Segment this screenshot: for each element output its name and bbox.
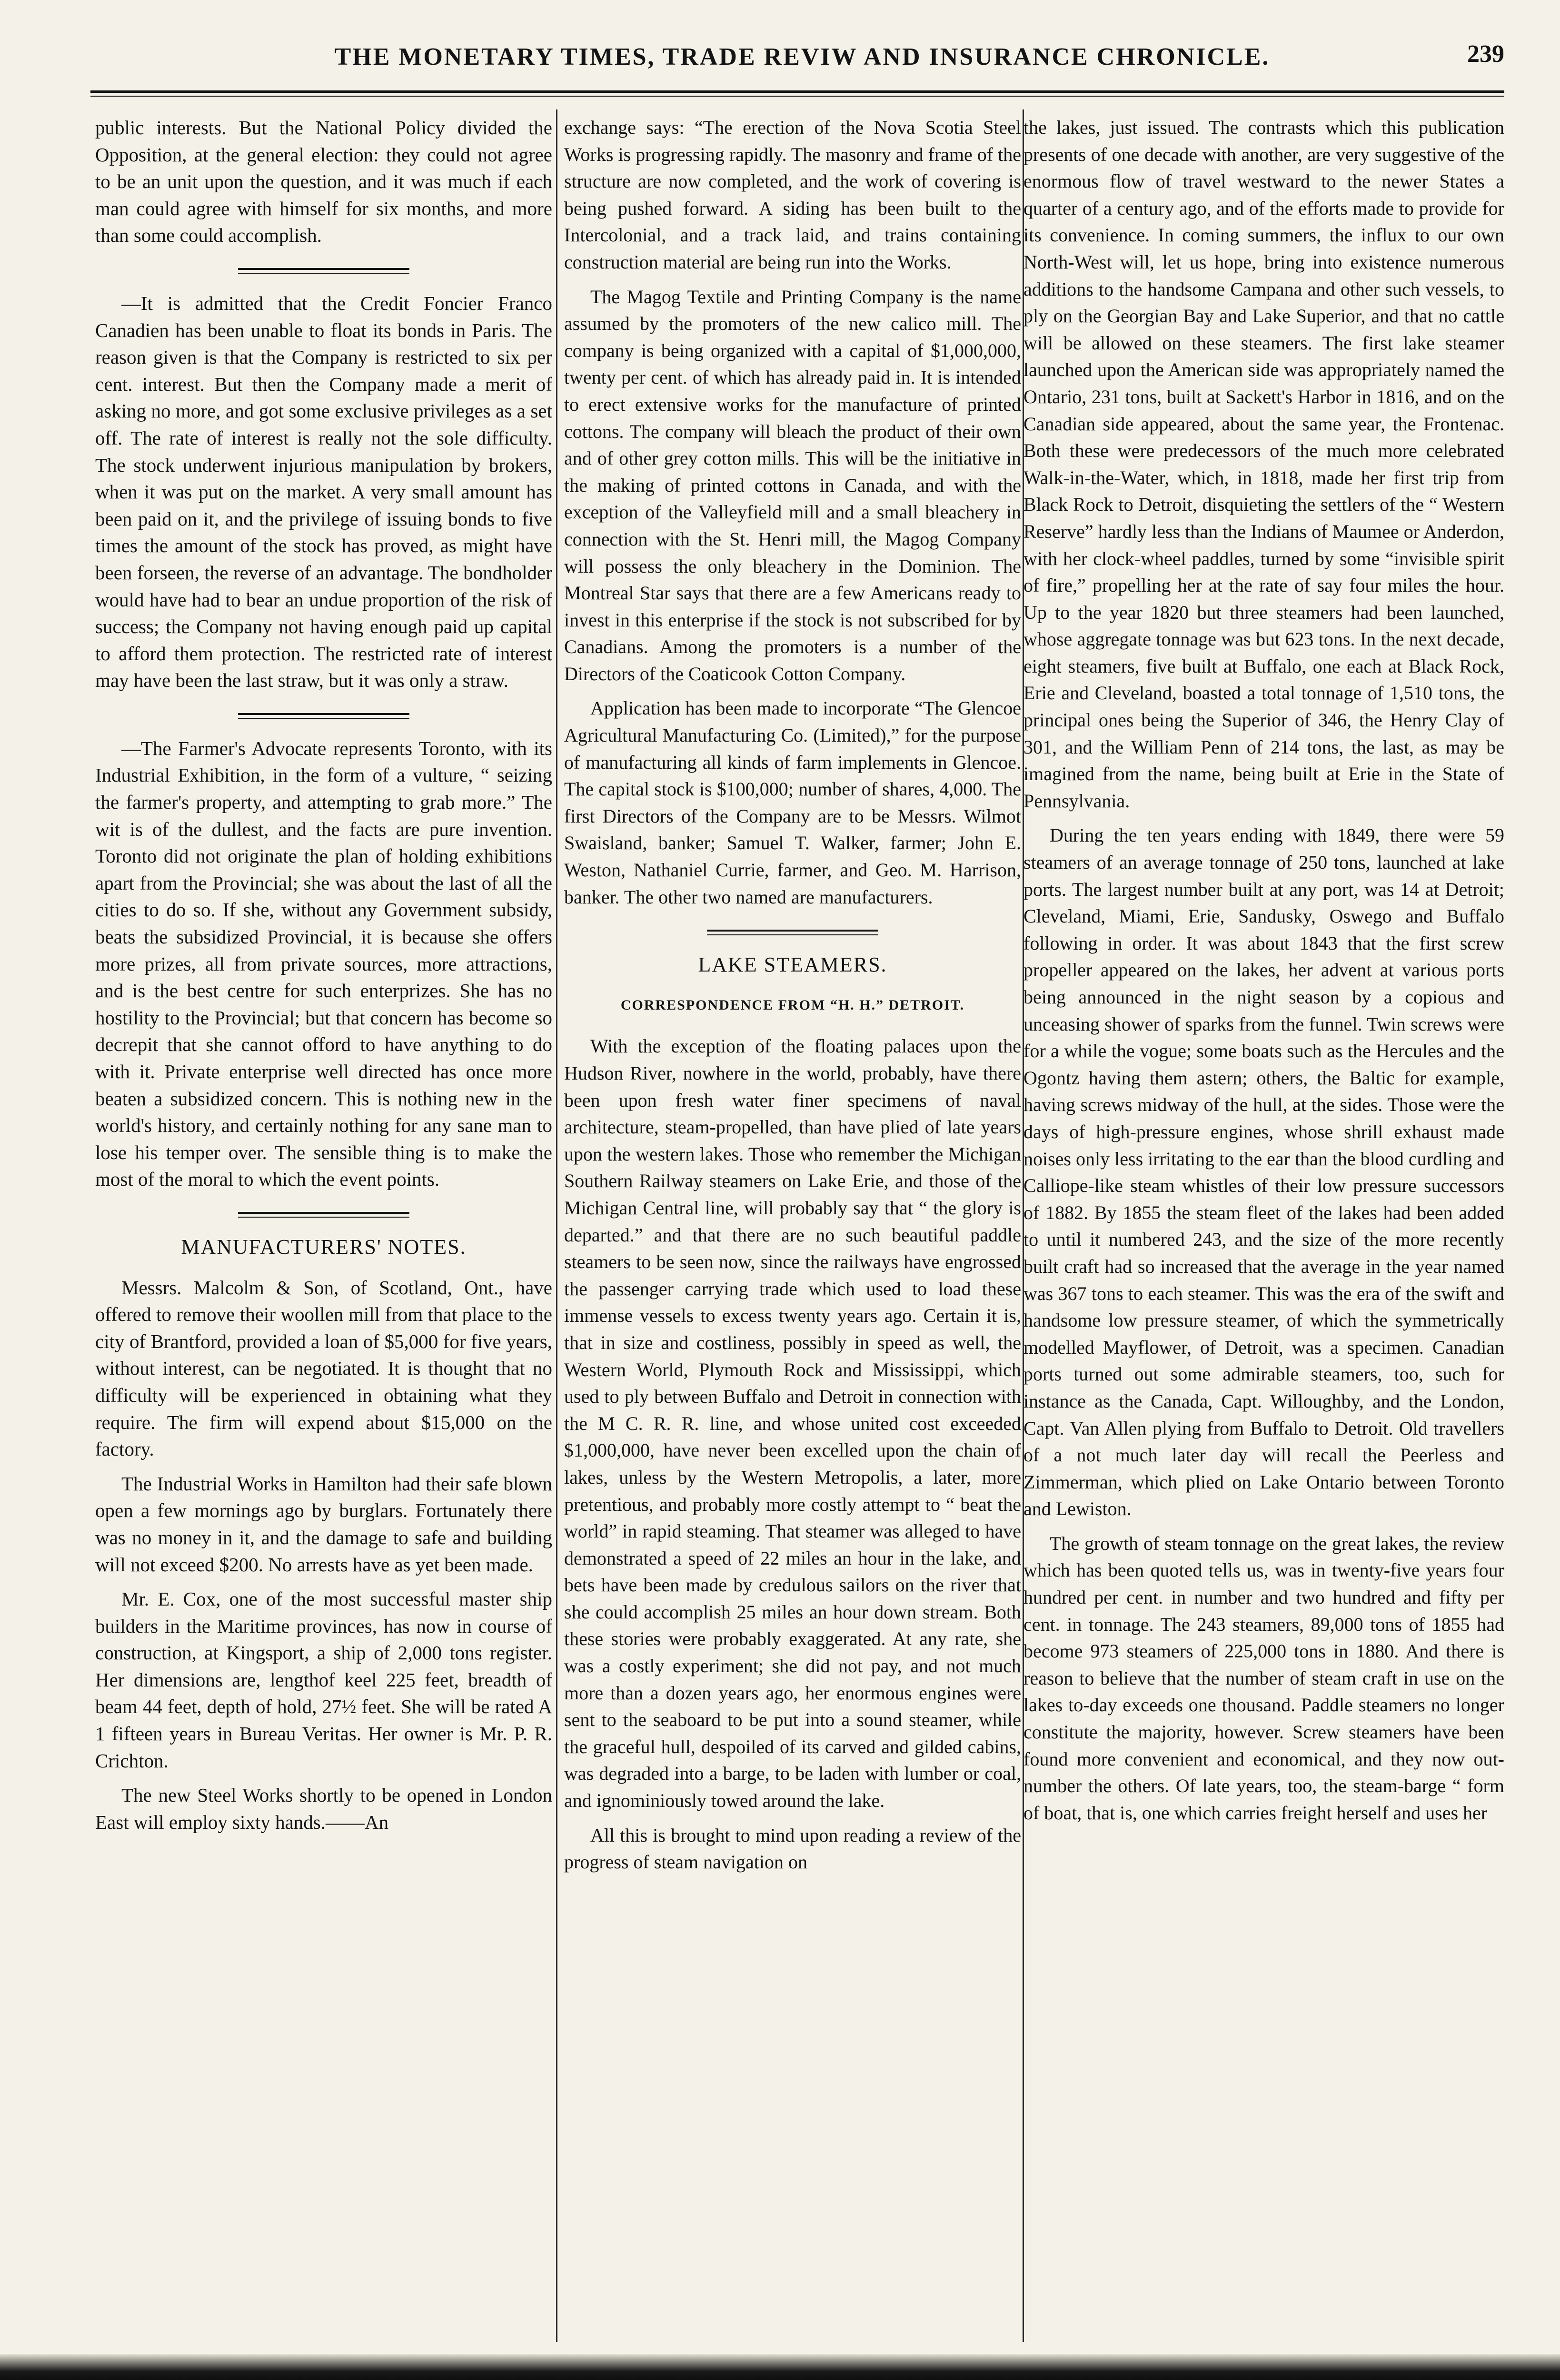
column-divider (556, 109, 557, 2342)
paragraph: Application has been made to incorporate “The Glencoe Agricultural Manufacturing Co. (Limited),” for the purpose of manufacturing all kinds of farm implements in Glencoe. The capital stock is $100,000; number of shares, 4,000. The first Directors of the Company are to be Messrs. Wilmot Swaisland, banker; Samuel T. Walker, farmer; John E. Weston, Nathaniel Currie, farmer, and Geo. M. Harrison, banker. The other two named are manufacturers. (564, 697, 1021, 908)
page-header (90, 33, 1514, 86)
paragraph: The new Steel Works shortly to be opened in London East will employ sixty hands.——An (95, 1784, 552, 1833)
paragraph: The growth of steam tonnage on the great lakes, the review which has been quoted tells us, was in twenty-five years four hundred per cent. in number and two hundred and fifty per cent. in tonnage. The 243 steamers, 89,000 tons of 1855 had become 973 steamers of 225,000 tons in 1880. And there is reason to believe that the number of steam craft in use on the lakes to-day exceeds one thousand. Paddle steamers no longer constitute the majority, however. Screw steamers have been found more convenient and economical, and they now out-number the others. Of late years, too, the steam-barge “ form of boat, that is, one which carries freight herself and uses her (1023, 1532, 1504, 1824)
left-column (95, 114, 552, 2342)
paragraph: All this is brought to mind upon reading a review of the progress of steam navigation on (564, 1824, 1021, 1873)
right-column (1023, 114, 1504, 2342)
paragraph: —The Farmer's Advocate represents Toronto, with its Industrial Exhibition, in the form of a vulture, “ seizing the farmer's property, and attempting to grab more.” The wit is of the dullest, and the facts are pure invention. Toronto did not originate the plan of holding exhibitions apart from the Provincial; she was about the last of all the cities to do so. If she, without any Government subsidy, beats the subsidized Provincial, it is because she offers more prizes, all from private sources, more attractions, and is the best centre for such enterprizes. She has no hostility to the Provincial; but that concern has become so decrepit that she cannot offord to have anything to do with it. Private enterprise well directed has once more beaten a subsidized concern. This is nothing new in the world's history, and certainly nothing for any sane man to lose his temper over. The sensible thing is to make the most of the moral to which the event points. (95, 737, 552, 1190)
section-heading: MANUFACTURERS' NOTES. (181, 1235, 467, 1259)
page-number: 239 (1467, 40, 1504, 68)
separator-rule (238, 268, 409, 274)
header-rule (90, 90, 1504, 97)
paragraph: With the exception of the floating palaces upon the Hudson River, nowhere in the world, probably, have there been upon fresh water finer specimens of naval architecture, steam-propelled, than have plied of late years upon the western lakes. Those who remember the Michigan Southern Railway steamers on Lake Erie, and those of the Michigan Central line, will probably say that “ the glory is departed.” and that there are no such beautiful paddle steamers to be seen now, since the railways have engrossed the passenger carrying trade which used to load these immense vessels to excess twenty years ago. Certain it is, that in size and costliness, possibly in speed as well, the Western World, Plymouth Rock and Mississippi, which used to ply between Buffalo and Detroit in connection with the M C. R. R. line, and whose united cost exceeded $1,000,000, have never been excelled upon the chain of lakes, unless by the Western Metropolis, a later, more pretentious, and probably more costly attempt to “ beat the world” in rapid steaming. That steamer was alleged to have demonstrated a speed of 22 miles an hour in the lake, and bets have been made by credulous sailors on the river that she could accomplish 25 miles an hour down stream. Both these stories were probably exaggerated. At any rate, she was a costly experiment; she did not pay, and not much more than a dozen years ago, her enormous engines were sent to the seaboard to be put into a sound steamer, while the graceful hull, despoiled of its carved and gilded cabins, was degraded into a barge, to be laden with lumber or coal, and ignominiously towed around the lake. (564, 1035, 1021, 1812)
byline: CORRESPONDENCE FROM “H. H.” DETROIT. (620, 997, 965, 1013)
separator-rule (238, 713, 409, 719)
paragraph: Mr. E. Cox, one of the most successful master ship builders in the Maritime provinces, has now in course of construction, at Kingsport, a ship of 2,000 tons register. Her dimensions are, lengthof keel 225 feet, breadth of beam 44 feet, depth of hold, 27½ feet. She will be rated A 1 fifteen years in Bureau Veritas. Her owner is Mr. P. R. Crichton. (95, 1588, 552, 1772)
paragraph: exchange says: “The erection of the Nova Scotia Steel Works is progressing rapidly. The masonry and frame of the structure are now completed, and the work of covering is being pushed forward. A siding has been built to the Intercolonial, and a track laid, and trains containing construction material are being run into the Works. (564, 117, 1021, 273)
paragraph: The Magog Textile and Printing Company is the name assumed by the promoters of the new calico mill. The company is being organized with a capital of $1,000,000, twenty per cent. of which has already paid in. It is intended to erect extensive works for the manufacture of printed cottons. The company will bleach the product of their own and of other grey cotton mills. This will be the initiative in the making of printed cottons in Canada, and with the exception of the Valleyfield mill and a small bleachery in connection with the St. Henri mill, the Magog Company will possess the only bleachery in the Dominion. The Montreal Star says that there are a few Americans ready to invest in this enterprise if the stock is not subscribed for by Canadians. Among the promoters is a number of the Directors of the Coaticook Cotton Company. (564, 286, 1021, 684)
publication-title: THE MONETARY TIMES, TRADE REVIW AND INSURANCE CHRONICLE. (334, 43, 1270, 70)
middle-column (564, 114, 1021, 2342)
paragraph: the lakes, just issued. The contrasts which this publication presents of one decade with another, are very suggestive of the enormous flow of travel westward to the newer States a quarter of a century ago, and of the efforts made to provide for its convenience. In coming summers, the influx to our own North-West will, let us hope, bring into existence numerous additions to the handsome Campana and other such vessels, to ply on the Georgian Bay and Lake Superior, and that no cattle will be allowed on these steamers. The first lake steamer launched upon the American side was appropriately named the Ontario, 231 tons, built at Sackett's Harbor in 1816, and on the Canadian side appeared, about the same year, the Frontenac. Both these were predecessors of the much more celebrated Walk-in-the-Water, which, in 1818, made her first trip from Black Rock to Detroit, disquieting the settlers of the “ Western Reserve” hardly less than the Indians of Maumee or Anderdon, with her clock-wheel paddles, turned by some “invisible spirit of fire,” propelling her at the rate of say four miles the hour. Up to the year 1820 but three steamers had been launched, whose aggregate tonnage was but 623 tons. In the next decade, eight steamers, five built at Buffalo, one each at Black Rock, Erie and Cleveland, boasted a total tonnage of 1,510 tons, the principal ones being the Superior of 346, the Henry Clay of 301, and the William Penn of 214 tons, the last, as may be imagined from the name, being built at Erie in the State of Pennsylvania. (1023, 117, 1504, 812)
paragraph: The Industrial Works in Hamilton had their safe blown open a few mornings ago by burglars. Fortunately there was no money in it, and the damage to safe and building will not exceed $200. No arrests have as yet been made. (95, 1472, 552, 1576)
separator-rule (707, 930, 878, 935)
paragraph: During the ten years ending with 1849, there were 59 steamers of an average tonnage of 250 tons, launched at lake ports. The largest number built at any port, was 14 at Detroit; Cleveland, Miami, Erie, Sandusky, Oswego and Buffalo following in order. It was about 1843 that the first screw propeller appeared on the lakes, her advent at various ports being announced in the night season by a copious and unceasing shower of sparks from the funnel. Twin screws were for a while the vogue; some boats such as the Hercules and the Ogontz having them astern; others, the Baltic for example, having screws midway of the hull, at the sides. Those were the days of high-pressure engines, whose shrill exhaust made noises only less irritating to the ear than the blood curdling and Calliope-like steam whistles of their low pressure successors of 1882. By 1855 the steam fleet of the lakes had been added to until it numbered 243, and the size of the more recently built craft had so increased that the average in the year named was 367 tons to each steamer. This was the era of the swift and handsome low pressure steamer, of which the symmetrically modelled Mayflower, of Detroit, was a specimen. Canadian ports turned out some admirable steamers, too, such for instance as the Canada, Capt. Willoughby, and the London, Capt. Van Allen plying from Buffalo to Detroit. Old travellers of a not much later day will recall the Peerless and Zimmerman, which plied on Lake Ontario between Toronto and Lewiston. (1023, 824, 1504, 1520)
scan-edge-shadow (0, 2354, 1560, 2380)
separator-rule (238, 1212, 409, 1218)
paragraph: —It is admitted that the Credit Foncier Franco Canadien has been unable to float its bonds in Paris. The reason given is that the Company is restricted to six per cent. interest. But then the Company made a merit of asking no more, and got some exclusive privileges as a set off. The rate of interest is really not the sole difficulty. The stock underwent injurious manipulation by brokers, when it was put on the market. A very small amount has been paid on it, and the privilege of issuing bonds to five times the amount of the stock has proved, as might have been forseen, the reverse of an advantage. The bondholder would have had to bear an undue proportion of the risk of success; the Company not having enough paid up capital to afford them protection. The restricted rate of interest may have been the last straw, but it was only a straw. (95, 292, 552, 692)
paragraph: public interests. But the National Policy divided the Opposition, at the general election: they could not agree to be an unit upon the question, and it was much if each man could agree with himself for six months, and more than some could accomplish. (95, 117, 552, 247)
section-heading: LAKE STEAMERS. (698, 953, 887, 977)
paragraph: Messrs. Malcolm & Son, of Scotland, Ont., have offered to remove their woollen mill from that place to the city of Brantford, provided a loan of $5,000 for five years, without interest, can be negotiated. It is thought that no difficulty will be experienced in obtaining what they require. The firm will expend about $15,000 on the factory. (95, 1276, 552, 1460)
